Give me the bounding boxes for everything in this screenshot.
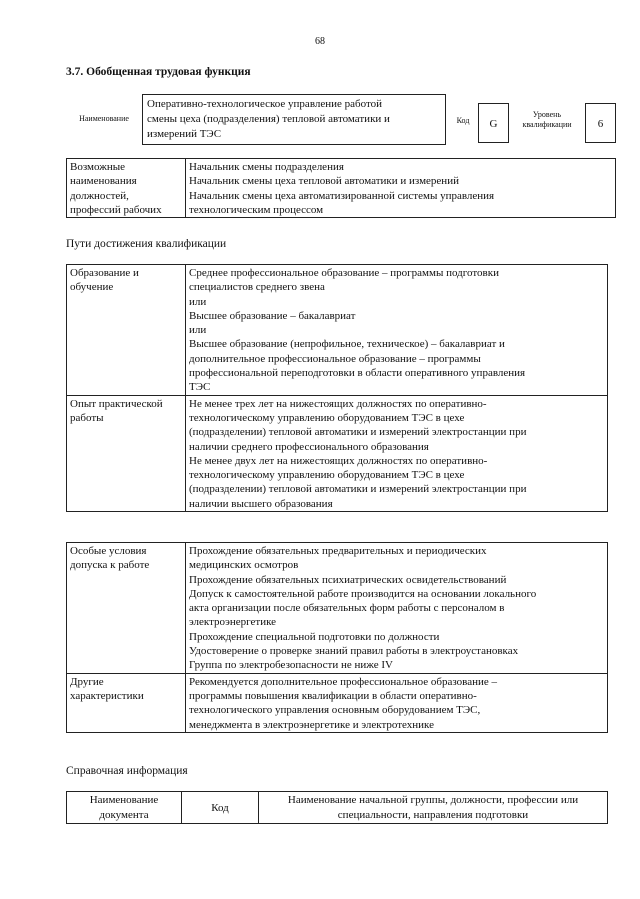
- education-value: Среднее профессиональное образование – программы подготовки специалистов среднего звена или Высшее образование – бакалавриат или Высшее образование (непрофильное, техническое) – бакалавриат и дополнительное профессиональное образование – программы профессиональной переподготовки в области оперативного управления ТЭС: [186, 265, 608, 396]
- reference-table: [66, 791, 608, 824]
- experience-value: Не менее трех лет на нижестоящих должностях по оперативно- технологическому управлению оборудованием ТЭС в цехе (подразделении) тепловой автоматики и измерений электростанции при наличии среднего профессионального образования Не менее двух лет на нижестоящих должностях по оперативно- технологическому управлению оборудованием ТЭС в цехе (подразделении) тепловой автоматики и измерений электростанции при наличии высшего образования: [186, 395, 608, 511]
- education-label: Образование и обучение: [67, 265, 186, 396]
- group-name-header: Наименование начальной группы, должности, профессии или специальности, направления подготовки: [259, 792, 608, 824]
- experience-label: Опыт практической работы: [67, 395, 186, 511]
- qualification-paths-title: Пути достижения квалификации: [66, 238, 227, 250]
- positions-label: Возможные наименования должностей, профессий рабочих: [67, 159, 186, 218]
- other-characteristics-value: Рекомендуется дополнительное профессиональное образование – программы повышения квалификации в области оперативно- технологического управления основным оборудованием ТЭС, менеджмента в электроэнергетике и электротехнике: [186, 673, 608, 732]
- code-label: Код: [456, 116, 470, 125]
- positions-table: [66, 158, 616, 218]
- function-name-line: смены цеха (подразделения) тепловой автоматики и: [147, 113, 390, 125]
- table-row: [67, 395, 608, 511]
- reference-title: Справочная информация: [66, 765, 188, 777]
- name-label: Наименование: [79, 114, 129, 123]
- qualification-table: [66, 264, 608, 512]
- code-value: G: [478, 103, 509, 143]
- conditions-table: [66, 542, 608, 733]
- special-conditions-label: Особые условия допуска к работе: [67, 543, 186, 674]
- level-label: Уровень квалификации: [522, 110, 572, 129]
- page-number: 68: [315, 36, 325, 47]
- function-name-line: измерений ТЭС: [147, 128, 222, 140]
- positions-value: Начальник смены подразделения Начальник смены цеха тепловой автоматики и измерений Начальник смены цеха автоматизированной системы управления технологическим процессом: [186, 159, 616, 218]
- function-name-box: [142, 94, 446, 145]
- level-value: 6: [585, 103, 616, 143]
- table-row: [67, 543, 608, 674]
- function-name-line: Оперативно-технологическое управление работой: [147, 98, 383, 110]
- table-row: [67, 673, 608, 732]
- section-title: 3.7. Обобщенная трудовая функция: [66, 66, 251, 78]
- special-conditions-value: Прохождение обязательных предварительных и периодических медицинских осмотров Прохождение обязательных психиатрических освидетельствований Допуск к самостоятельной работе производится на основании локального акта организации после обязательных форм работы с персоналом в электроэнергетике Прохождение специальной подготовки по должности Удостоверение о проверке знаний правил работы в электроустановках Группа по электробезопасности не ниже IV: [186, 543, 608, 674]
- table-row: [67, 265, 608, 396]
- document-name-header: Наименование документа: [67, 792, 182, 824]
- table-row: [67, 792, 608, 824]
- other-characteristics-label: Другие характеристики: [67, 673, 186, 732]
- code-header: Код: [182, 792, 259, 824]
